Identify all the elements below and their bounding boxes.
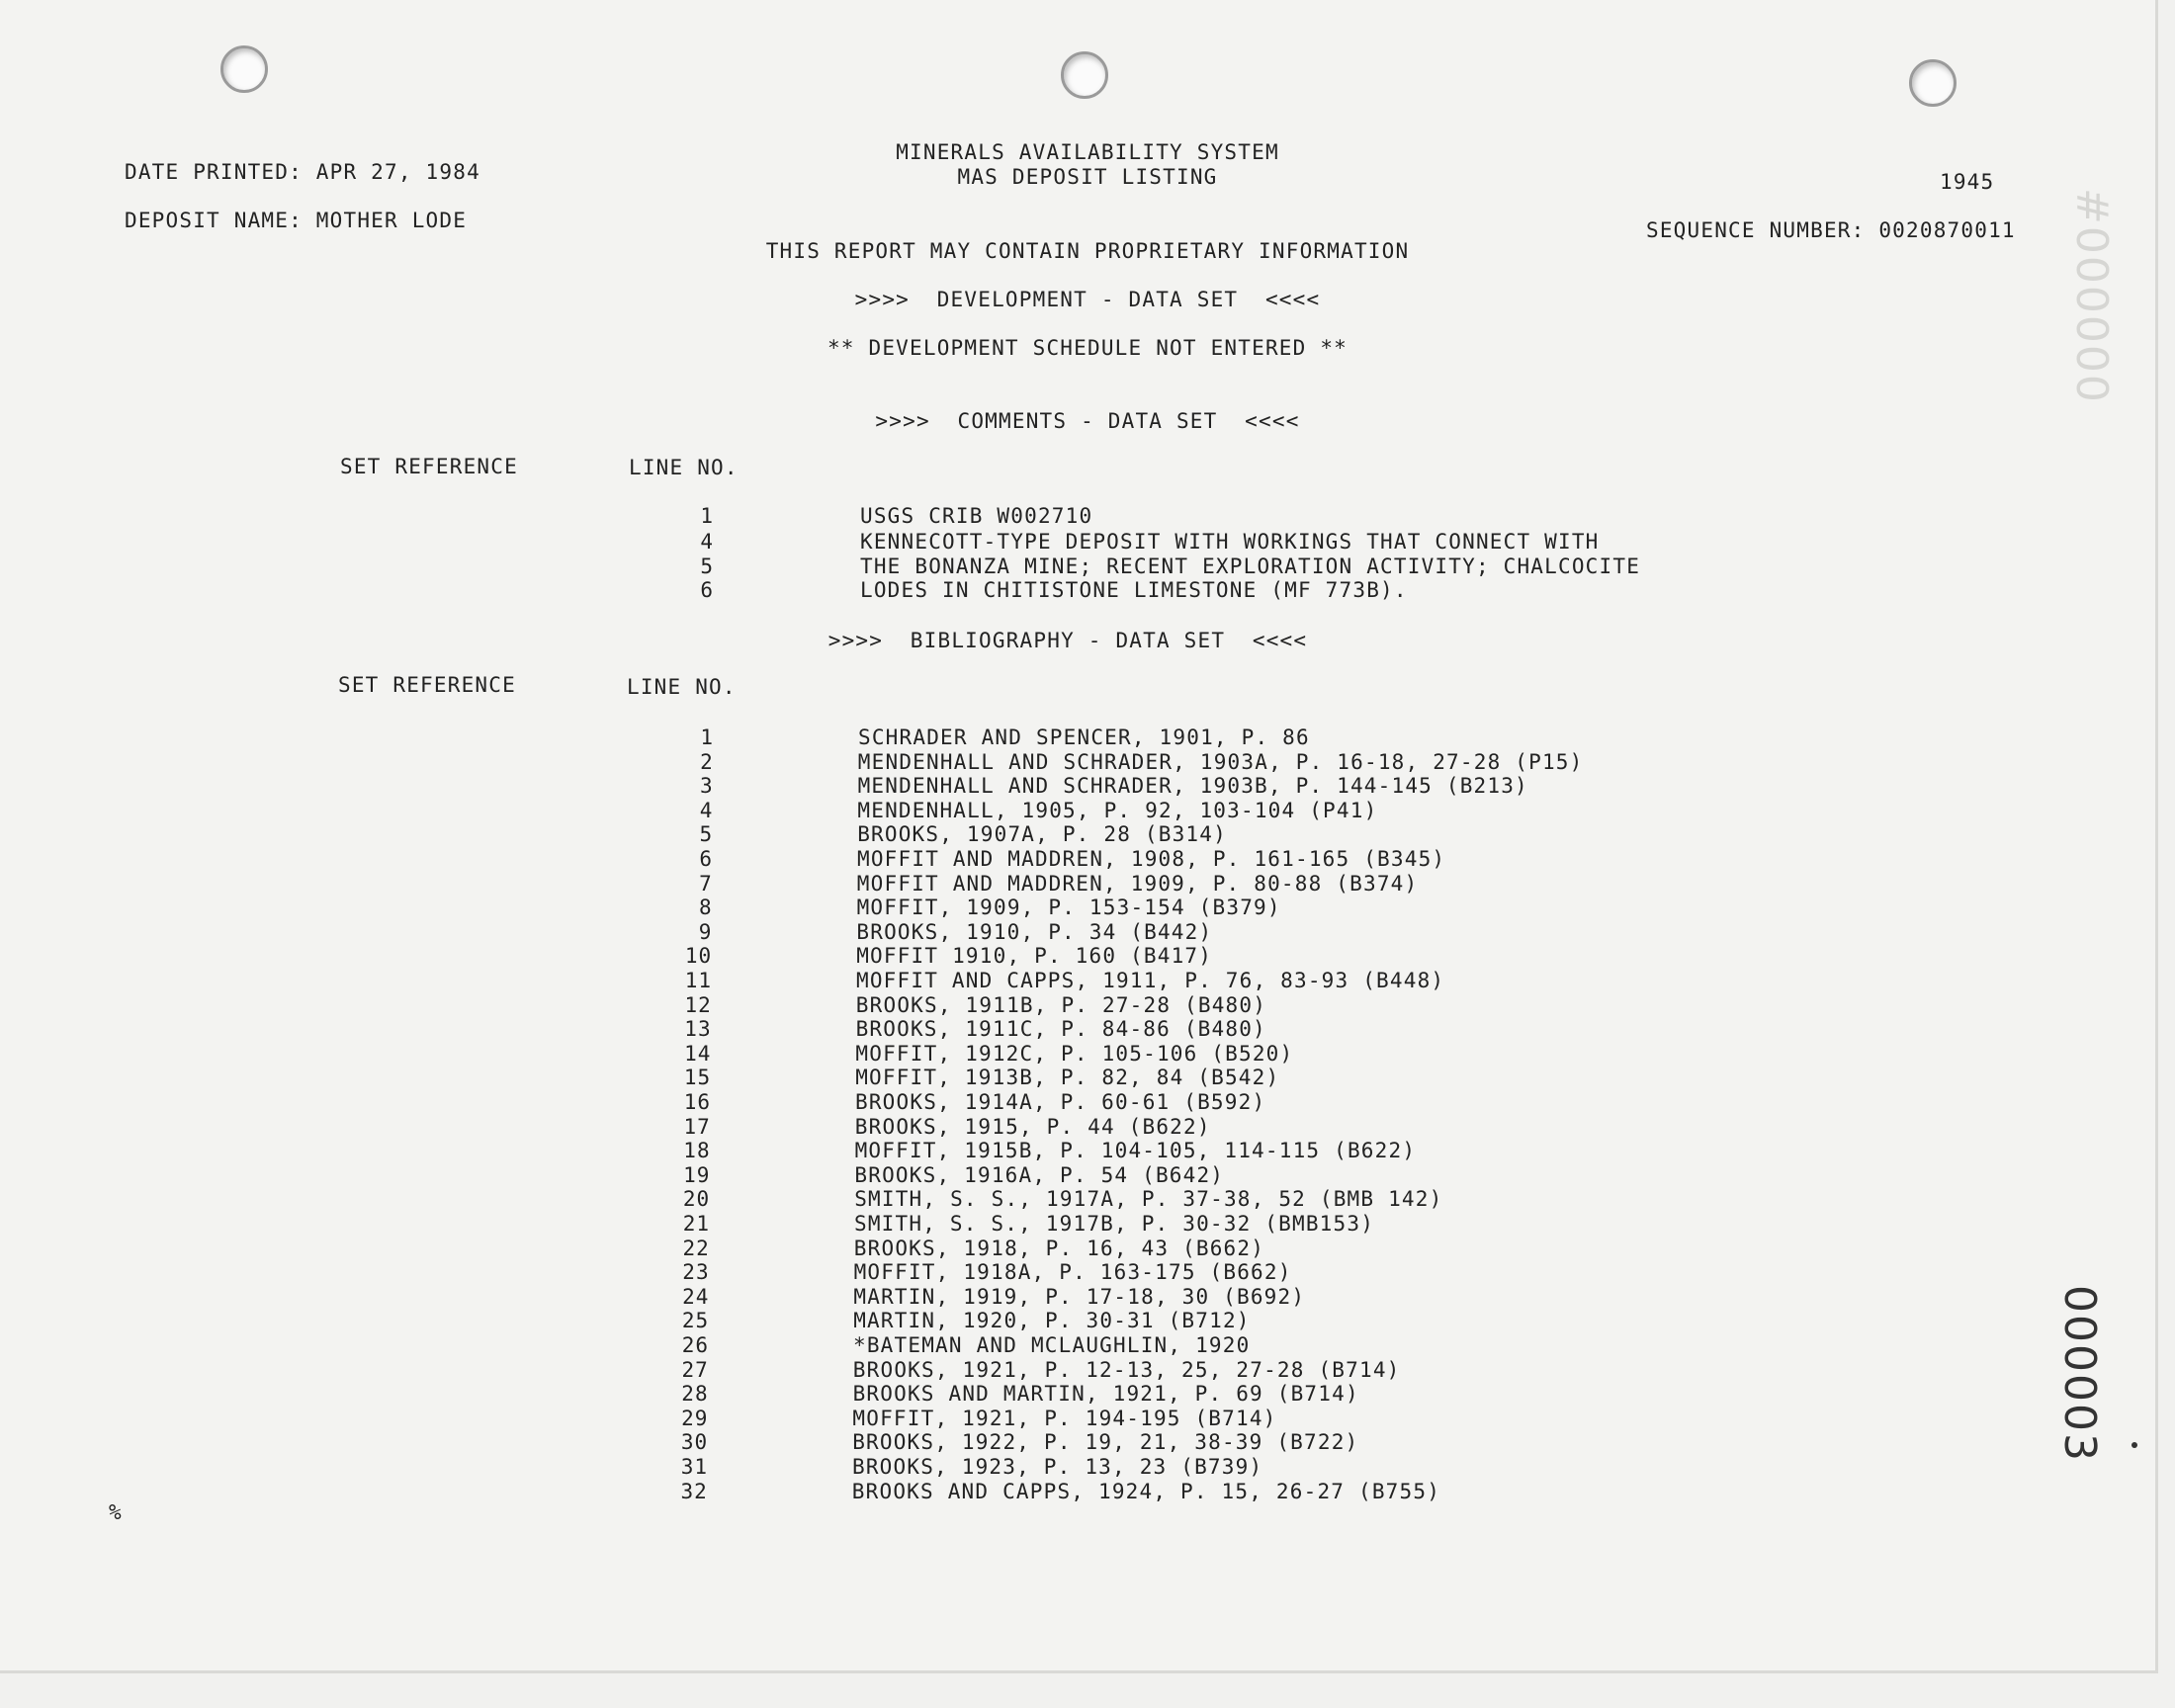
row-text: SMITH, S. S., 1917A, P. 37-38, 52 (BMB 142): [854, 1187, 1443, 1212]
comment-text: KENNECOTT-TYPE DEPOSIT WITH WORKINGS THAT CONNECT WITH: [860, 530, 1600, 554]
row-text: MOFFIT AND MADDREN, 1908, P. 161-165 (B345): [857, 847, 1446, 871]
line-number: 15: [683, 1066, 712, 1090]
development-note: ** DEVELOPMENT SCHEDULE NOT ENTERED **: [826, 336, 1348, 360]
row-text: BROOKS, 1910, P. 34 (B442): [856, 919, 1213, 944]
line-number: 24: [682, 1284, 710, 1309]
row-text: BROOKS, 1922, P. 19, 21, 38-39 (B722): [852, 1430, 1359, 1455]
line-number: 21: [682, 1212, 710, 1236]
comments-col-set-reference: SET REFERENCE: [340, 455, 518, 478]
line-number: 13: [684, 1017, 712, 1042]
speck: [2132, 1442, 2137, 1448]
row-text: MOFFIT, 1918A, P. 163-175 (B662): [853, 1260, 1292, 1285]
proprietary-notice: THIS REPORT MAY CONTAIN PROPRIETARY INFORMATION: [765, 239, 1410, 263]
row-text: SMITH, S. S., 1917B, P. 30-32 (BMB153): [854, 1212, 1375, 1236]
sequence-number: SEQUENCE NUMBER: 0020870011: [1646, 218, 2016, 242]
line-number: 18: [683, 1139, 711, 1163]
row-text: MOFFIT, 1912C, P. 105-106 (B520): [855, 1041, 1294, 1066]
row-text: *BATEMAN AND MCLAUGHLIN, 1920: [853, 1333, 1251, 1357]
comments-col-line-no: LINE NO.: [629, 456, 739, 479]
comment-text: THE BONANZA MINE; RECENT EXPLORATION ACTIVITY; CHALCOCITE: [860, 555, 1641, 578]
row-text: BROOKS AND MARTIN, 1921, P. 69 (B714): [852, 1382, 1359, 1407]
row-text: MARTIN, 1919, P. 17-18, 30 (B692): [853, 1284, 1306, 1309]
row-text: BROOKS, 1918, P. 16, 43 (B662): [853, 1236, 1265, 1260]
comment-text: LODES IN CHITISTONE LIMESTONE (MF 773B).: [860, 578, 1408, 602]
line-number: 11: [684, 969, 712, 992]
line-number: 32: [680, 1479, 708, 1503]
row-text: MOFFIT, 1913B, P. 82, 84 (B542): [855, 1066, 1280, 1090]
line-number: 2: [700, 749, 714, 774]
row-text: BROOKS, 1923, P. 13, 23 (B739): [852, 1455, 1263, 1479]
line-number: 23: [682, 1260, 710, 1285]
comments-heading: >>>> COMMENTS - DATA SET <<<<: [875, 409, 1300, 433]
row-text: BROOKS, 1914A, P. 60-61 (B592): [855, 1090, 1266, 1114]
line-number: 10: [684, 944, 713, 969]
row-text: MOFFIT, 1921, P. 194-195 (B714): [852, 1406, 1277, 1430]
page-number: 1945: [1940, 170, 1995, 194]
row-text: BROOKS, 1916A, P. 54 (B642): [854, 1162, 1225, 1187]
development-heading: >>>> DEVELOPMENT - DATA SET <<<<: [854, 288, 1321, 311]
row-text: MENDENHALL AND SCHRADER, 1903A, P. 16-18, 27-28 (P15): [857, 749, 1584, 774]
line-number: 1: [700, 726, 714, 749]
binder-hole-right: [1909, 59, 1957, 107]
line-number: 4: [700, 530, 714, 554]
line-number: 5: [700, 555, 714, 578]
line-number: 28: [681, 1382, 709, 1407]
line-number: 8: [698, 896, 713, 920]
line-number: 19: [683, 1162, 711, 1187]
line-number: 30: [680, 1430, 709, 1455]
frame-number-stamp: 000003: [2054, 1285, 2105, 1463]
row-text: MOFFIT 1910, P. 160 (B417): [856, 944, 1213, 969]
line-number: 4: [699, 798, 714, 822]
line-number: 25: [681, 1309, 710, 1333]
binder-hole-left: [220, 45, 268, 93]
line-number: 6: [700, 578, 714, 602]
line-number: 31: [680, 1455, 708, 1479]
line-number: 7: [699, 871, 713, 896]
system-title: MINERALS AVAILABILITY SYSTEM: [896, 140, 1279, 164]
line-number: 26: [681, 1333, 709, 1357]
line-number: 14: [684, 1041, 712, 1066]
line-number: 22: [682, 1236, 710, 1260]
row-text: MENDENHALL AND SCHRADER, 1903B, P. 144-145 (B213): [857, 774, 1528, 799]
row-text: MENDENHALL, 1905, P. 92, 103-104 (P41): [857, 798, 1378, 822]
row-text: BROOKS, 1907A, P. 28 (B314): [857, 822, 1227, 847]
row-text: BROOKS, 1911C, P. 84-86 (B480): [855, 1017, 1266, 1042]
line-number: 27: [681, 1357, 709, 1382]
footer-mark: %: [109, 1500, 123, 1524]
line-number: 5: [699, 822, 714, 847]
row-text: BROOKS, 1921, P. 12-13, 25, 27-28 (B714): [852, 1357, 1401, 1382]
line-number: 1: [700, 504, 714, 528]
comment-text: USGS CRIB W002710: [860, 504, 1093, 528]
row-text: MARTIN, 1920, P. 30-31 (B712): [853, 1309, 1251, 1333]
row-text: MOFFIT AND CAPPS, 1911, P. 76, 83-93 (B448): [856, 969, 1445, 992]
deposit-name: DEPOSIT NAME: MOTHER LODE: [125, 209, 468, 232]
bibliography-col-line-no: LINE NO.: [627, 675, 737, 699]
row-text: SCHRADER AND SPENCER, 1901, P. 86: [858, 726, 1310, 749]
row-text: MOFFIT, 1909, P. 153-154 (B379): [856, 896, 1281, 920]
bibliography-col-set-reference: SET REFERENCE: [338, 673, 516, 697]
row-text: BROOKS AND CAPPS, 1924, P. 15, 26-27 (B755): [851, 1479, 1441, 1503]
line-number: 16: [683, 1090, 711, 1114]
binder-hole-center: [1061, 51, 1108, 99]
line-number: 6: [699, 847, 713, 871]
bibliography-heading: >>>> BIBLIOGRAPHY - DATA SET <<<<: [827, 629, 1308, 652]
listing-title: MAS DEPOSIT LISTING: [957, 165, 1218, 189]
faint-frame-stamp: #000000: [2066, 188, 2117, 404]
row-text: MOFFIT AND MADDREN, 1909, P. 80-88 (B374): [856, 871, 1419, 896]
row-text: BROOKS, 1911B, P. 27-28 (B480): [855, 992, 1267, 1017]
row-text: BROOKS, 1915, P. 44 (B622): [854, 1114, 1211, 1139]
line-number: 20: [682, 1187, 711, 1212]
line-number: 12: [684, 992, 712, 1017]
line-number: 9: [698, 919, 713, 944]
line-number: 17: [683, 1114, 711, 1139]
line-number: 3: [699, 774, 714, 799]
line-number: 29: [681, 1406, 709, 1430]
row-text: MOFFIT, 1915B, P. 104-105, 114-115 (B622): [854, 1139, 1417, 1163]
date-printed: DATE PRINTED: APR 27, 1984: [125, 160, 480, 184]
